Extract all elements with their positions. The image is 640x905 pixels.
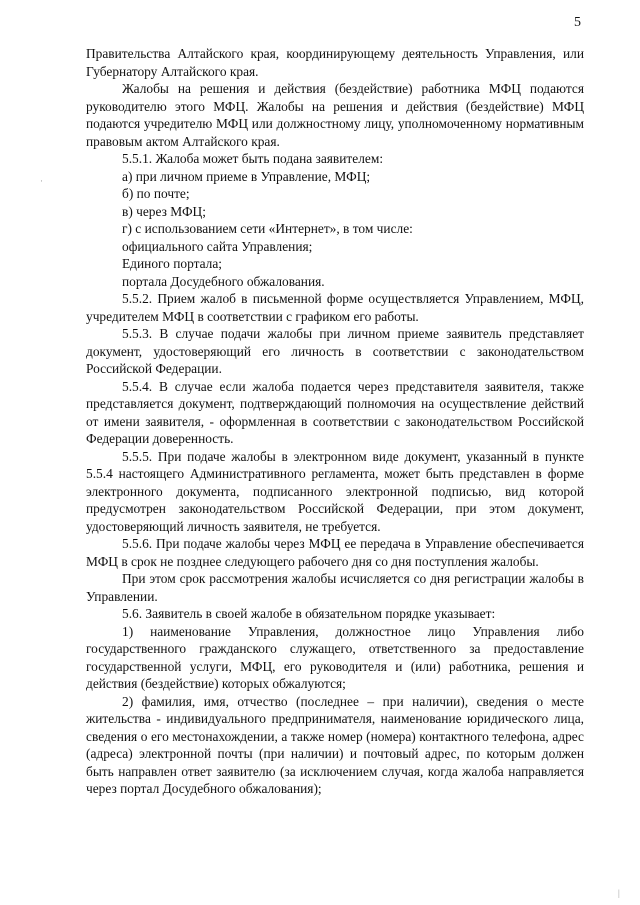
paragraph: 5.5.4. В случае если жалоба подается через представителя заявителя, также представляется документ, подтверждающий полномочия на осуществление действий от имени заявителя, - оформленная в соответствии с законодательством Российской Федерации доверенность. <box>86 378 584 446</box>
list-item: официального сайта Управления; <box>122 238 313 254</box>
body-text <box>86 45 584 798</box>
scan-speck: | <box>618 888 620 898</box>
list-item: портала Досудебного обжалования. <box>122 273 325 289</box>
list-item: б) по почте; <box>122 186 190 201</box>
list-item: 1) наименование Управления, должностное лицо Управления либо государственного гражданского служащего, ответственного за предоставление государственной услуги, МФЦ, его руководителя и (или) работника, решения и действия (бездействие) которых обжалуются; <box>86 623 584 691</box>
paragraph: 5.5.1. Жалоба может быть подана заявителем: <box>122 151 384 166</box>
list-item: 2) фамилия, имя, отчество (последнее – при наличии), сведения о месте жительства - индивидуального предпринимателя, наименование юридического лица, сведения о его местонахождении, а также номер (номера) контактного телефона, адрес (адреса) электронной почты (при наличии) и почтовый адрес, по которым должен быть направлен ответ заявителю (за исключением случая, когда жалоба направляется через портал Досудебного обжалования); <box>86 693 584 796</box>
paragraph: 5.5.2. Прием жалоб в письменной форме осуществляется Управлением, МФЦ, учредителем МФЦ в соответствии с графиком его работы. <box>86 291 584 324</box>
list-item: г) с использованием сети «Интернет», в том числе: <box>122 221 413 236</box>
paragraph: Жалобы на решения и действия (бездействие) работника МФЦ подаются руководителю этого МФЦ. Жалобы на решения и действия (бездействие) МФЦ подаются учредителю МФЦ или должностному лицу, уполномоченному нормативным правовым актом Алтайского края. <box>86 81 584 149</box>
paragraph: При этом срок рассмотрения жалобы исчисляется со дня регистрации жалобы в Управлении. <box>86 571 584 604</box>
paragraph: 5.5.6. При подаче жалобы через МФЦ ее передача в Управление обеспечивается МФЦ в срок не позднее следующего рабочего дня со дня поступления жалобы. <box>86 536 584 569</box>
list-item: Единого портала; <box>122 256 223 271</box>
list-item: а) при личном приеме в Управление, МФЦ; <box>122 168 371 184</box>
paragraph: 5.5.3. В случае подачи жалобы при личном приеме заявитель представляет документ, удостоверяющий его личность в соответствии с законодательством Российской Федерации. <box>86 326 584 376</box>
paragraph: 5.6. Заявитель в своей жалобе в обязательном порядке указывает: <box>122 606 496 621</box>
page-number: 5 <box>574 15 581 30</box>
paragraph: Правительства Алтайского края, координирующему деятельность Управления, или Губернатору Алтайского края. <box>86 46 584 79</box>
scan-speck: · <box>40 176 43 186</box>
list-item: в) через МФЦ; <box>122 203 206 219</box>
paragraph: 5.5.5. При подаче жалобы в электронном виде документ, указанный в пункте 5.5.4 настоящего Административного регламента, может быть представлен в форме электронного документа, подписанного электронной подписью, вид которой предусмотрен законодательством Российской Федерации, при этом документ, удостоверяющий личность заявителя, не требуется. <box>86 448 584 534</box>
